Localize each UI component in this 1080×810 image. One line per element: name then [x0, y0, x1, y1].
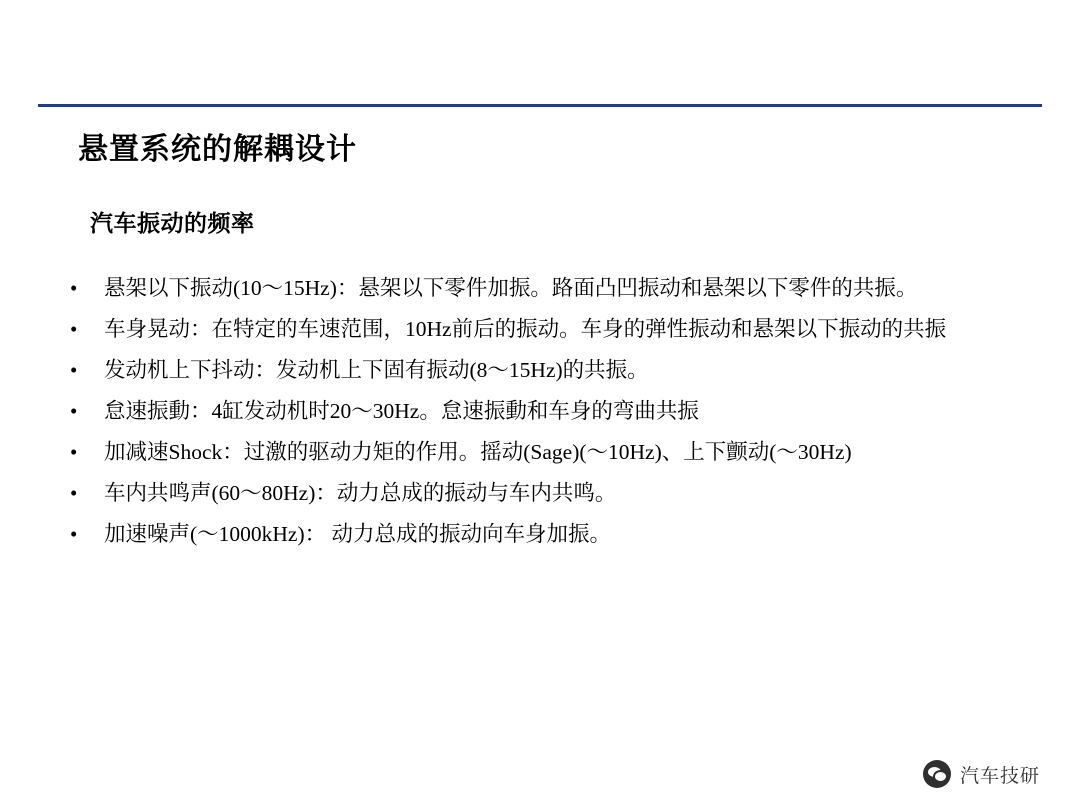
bullet-point-icon: • — [70, 317, 78, 341]
list-item — [62, 313, 1032, 345]
list-item — [62, 436, 1032, 468]
list-item-text: 车内共鸣声(60～80Hz)：动力总成的振动与车内共鸣。 — [104, 481, 617, 505]
list-item — [62, 354, 1032, 386]
list-item-text: 加减速Shock：过激的驱动力矩的作用。摇动(Sage)(～10Hz)、上下颤动(～30Hz) — [104, 440, 852, 464]
list-item-text: 怠速振動：4缸发动机时20～30Hz。怠速振動和车身的弯曲共振 — [104, 399, 699, 423]
list-item-text: 悬架以下振动(10～15Hz)：悬架以下零件加振。路面凸凹振动和悬架以下零件的共振。 — [104, 276, 918, 300]
page-title: 悬置系统的解耦设计 — [78, 132, 357, 167]
bullet-point-icon: • — [70, 440, 78, 464]
footer-logo — [923, 760, 1040, 788]
footer-label: 汽车技研 — [959, 764, 1040, 787]
bullet-point-icon: • — [70, 276, 78, 300]
title-divider — [38, 104, 1042, 107]
list-item — [62, 272, 1032, 304]
bullet-point-icon: • — [70, 399, 78, 423]
wechat-icon — [923, 760, 951, 788]
list-item — [62, 477, 1032, 509]
bullet-point-icon: • — [70, 522, 78, 546]
bullet-list — [62, 272, 1032, 559]
bullet-point-icon: • — [70, 481, 78, 505]
list-item-text: 发动机上下抖动：发动机上下固有振动(8～15Hz)的共振。 — [104, 358, 649, 382]
list-item — [62, 518, 1032, 550]
bullet-point-icon: • — [70, 358, 78, 382]
list-item — [62, 395, 1032, 427]
section-subtitle: 汽车振动的频率 — [90, 211, 255, 237]
list-item-text: 加速噪声(～1000kHz)： 动力总成的振动向车身加振。 — [104, 522, 612, 546]
list-item-text: 车身晃动：在特定的车速范围，10Hz前后的振动。车身的弹性振动和悬架以下振动的共振 — [104, 317, 947, 341]
